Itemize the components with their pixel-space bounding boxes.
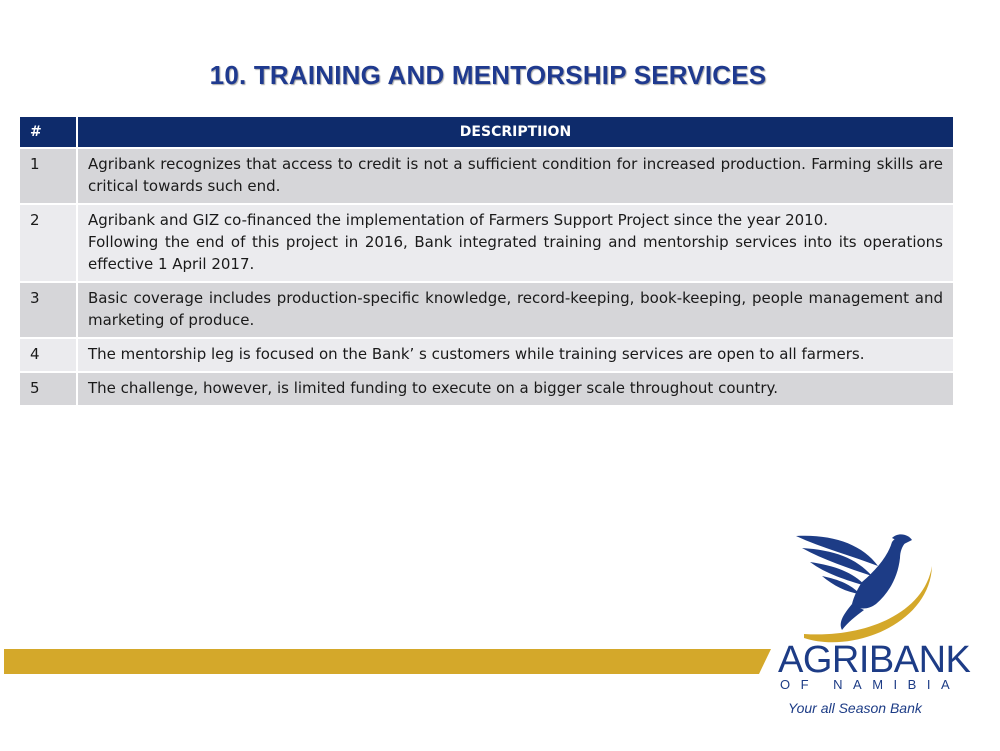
row-number: 5 bbox=[20, 372, 77, 405]
table-row bbox=[20, 338, 953, 372]
row-description bbox=[77, 372, 953, 405]
description-line: Agribank recognizes that access to credit is not a sufficient condition for increased production. Farming skills are critical towards such end. bbox=[88, 155, 943, 195]
table-row bbox=[20, 204, 953, 282]
logo-tagline: Your all Season Bank bbox=[788, 700, 922, 716]
logo-subtitle: OF NAMIBIA bbox=[780, 677, 961, 692]
slide-title: 10. TRAINING AND MENTORSHIP SERVICES bbox=[209, 60, 767, 90]
description-line: Following the end of this project in 2016, Bank integrated training and mentorship services into its operations effective 1 April 2017. bbox=[88, 233, 943, 273]
row-description bbox=[77, 282, 953, 338]
table-header-row bbox=[20, 117, 953, 148]
row-number: 4 bbox=[20, 338, 77, 372]
header-number: # bbox=[20, 117, 77, 148]
row-number: 1 bbox=[20, 148, 77, 204]
eagle-logo-icon bbox=[792, 526, 942, 644]
description-line: Agribank and GIZ co-financed the implementation of Farmers Support Project since the year 2010. bbox=[88, 211, 829, 229]
table-row bbox=[20, 282, 953, 338]
row-description bbox=[77, 338, 953, 372]
description-line: The challenge, however, is limited funding to execute on a bigger scale throughout country. bbox=[88, 379, 779, 397]
row-description bbox=[77, 148, 953, 204]
gold-accent-bar bbox=[4, 649, 759, 674]
logo-wordmark: AGRIBANK bbox=[778, 639, 971, 681]
description-table bbox=[20, 117, 953, 405]
row-description bbox=[77, 204, 953, 282]
row-number: 2 bbox=[20, 204, 77, 282]
table-row bbox=[20, 372, 953, 405]
header-description: DESCRIPTIION bbox=[77, 117, 953, 148]
description-line: The mentorship leg is focused on the Bank’ s customers while training services are open to all farmers. bbox=[88, 345, 865, 363]
row-number: 3 bbox=[20, 282, 77, 338]
description-line: Basic coverage includes production-specific knowledge, record-keeping, book-keeping, people management and marketing of produce. bbox=[88, 289, 943, 329]
table-row bbox=[20, 148, 953, 204]
